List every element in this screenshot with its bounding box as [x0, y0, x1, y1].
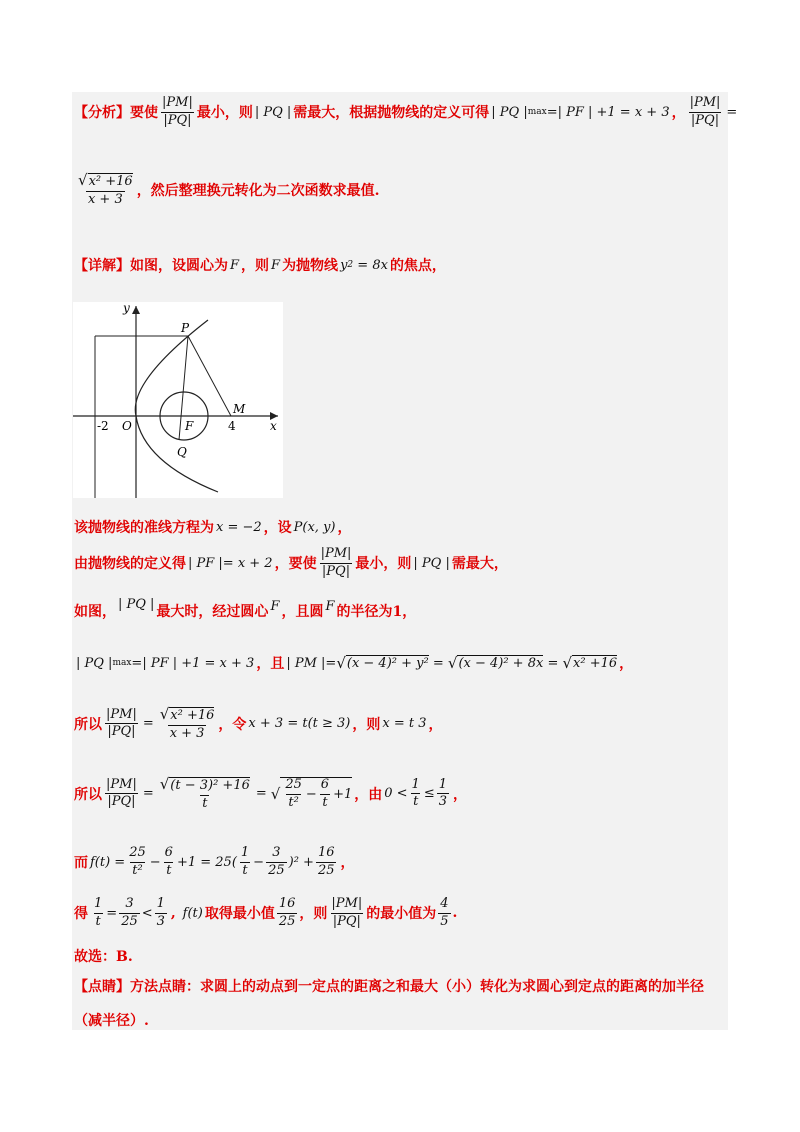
detail-line-7	[74, 776, 467, 812]
parabola-figure	[73, 302, 283, 498]
detail-text-l9c: ，则	[299, 906, 328, 923]
math-f-3: F	[270, 598, 280, 614]
detail-line-4	[74, 596, 417, 621]
math-inequality: 0 < $\frac{1}{t}$ ≤ $\frac{1}{3}$	[384, 776, 448, 810]
detail-text-l5b: ，	[619, 656, 634, 672]
detail-text-l4a: 如图，	[74, 604, 116, 620]
detail-text-l9e: .	[452, 905, 458, 922]
label-p: P	[181, 321, 190, 335]
detail-text-l6d: ，	[428, 716, 443, 733]
math-f-4: F	[325, 598, 335, 614]
math-pm-expansion: | PM |= √ (x − 4)² + y² = √ (x − 4)² + 8x = √ x² +16	[286, 654, 618, 672]
comment-tag: 【点睛】	[74, 979, 130, 995]
comment-text-1: 方法点睛：求圆上的动点到一定点的距离之和最大（小）转化为求圆心到定点的距离的加半径	[130, 979, 704, 995]
math-pf: | PF |= x + 2	[188, 555, 273, 571]
equals-sign-4: =	[255, 786, 267, 802]
detail-text-4: 的焦点，	[389, 258, 446, 274]
y-axis-arrow	[132, 306, 140, 314]
label-y: y	[123, 302, 130, 315]
segment-pm	[188, 336, 231, 416]
detail-text-l4c: ，且圆	[281, 604, 324, 620]
detail-text-l2a: 该抛物线的准线方程为	[74, 520, 214, 536]
analysis-text-1: 要使	[130, 105, 158, 122]
detail-text-l3d: 需最大，	[451, 556, 508, 573]
comment-text-2: （减半径）.	[74, 1013, 149, 1029]
detail-text-l7b: ，由	[354, 786, 383, 803]
equals-sign-3: =	[142, 786, 154, 802]
detail-text-3: 为抛物线	[282, 258, 339, 274]
equals-sign: =	[726, 104, 738, 120]
fraction-sqrt-over-x3: $\frac{\text{√x² +16}}{x + 3}$	[78, 171, 133, 207]
fraction-t-sqrt: $\frac{\text{√(t − 3)² +16}}{t}$	[159, 775, 250, 811]
math-pq: | PQ |	[254, 104, 292, 120]
detail-line-8	[74, 846, 354, 879]
detail-text-l7c: ，	[453, 786, 468, 803]
detail-text-1: 如图，设圆心为	[130, 258, 228, 274]
label-4: 4	[228, 419, 236, 433]
detail-text-l4d: 的半径为1，	[336, 604, 417, 620]
comment-line-2	[74, 1010, 149, 1030]
detail-text-l9b: 取得最小值	[204, 906, 275, 923]
math-f-2: F	[271, 257, 281, 273]
analysis-text-2: 最小，则	[196, 105, 253, 122]
detail-line-9: 得 $\frac{1}{t}$ = $\frac{3}{25}$ < $\frac{1}{3}$ , f(t) 取得最小值 $\frac{16}{25}$ ，则 $\frac{|PM|}{|PQ|}$ 的最小值为 $\frac{4}{5}$ .	[74, 896, 458, 929]
detail-text-l8b: ，	[340, 855, 355, 872]
detail-line-1	[74, 255, 446, 275]
equals-sign-2: =	[142, 716, 154, 732]
math-substitution: x + 3 = t(t ≥ 3)	[248, 716, 351, 732]
fraction-pm-pq-2: $\frac{|PM|}{|PQ|}$	[689, 95, 721, 128]
analysis-text-5: ，然后整理换元转化为二次函数求最值.	[136, 182, 380, 199]
answer-line	[74, 946, 133, 966]
detail-text-l4b: 最大时，经过圆心	[156, 604, 269, 620]
detail-text-l6c: ，则	[352, 716, 381, 733]
math-x-t: x = t 3	[382, 716, 427, 732]
math-parabola: y 2 = 8x	[340, 257, 388, 273]
math-result-t: $\frac{1}{t}$ = $\frac{3}{25}$ < $\frac{1}{3}$	[94, 896, 165, 929]
label-x: x	[270, 419, 277, 433]
math-pq-max-2: | PQ | max =| PF | +1 = x + 3	[76, 655, 255, 671]
detail-text-l9a: 得	[74, 906, 88, 923]
label-m: M	[233, 402, 246, 416]
detail-text-l2b: ，设	[263, 520, 292, 536]
label-neg2: -2	[97, 419, 109, 433]
answer-text: 故选：B.	[74, 949, 133, 965]
fraction-16-25: $\frac{16}{25}$	[278, 896, 296, 929]
detail-line-3	[74, 547, 508, 580]
detail-text-l6a: 所以	[74, 716, 102, 733]
detail-text-l3c: 最小，则	[355, 556, 412, 573]
math-ft-label: f(t)	[182, 905, 203, 921]
math-pq-max: | PQ | max =| PF | +1 = x + 3	[491, 104, 670, 120]
analysis-text-4: ，	[671, 105, 686, 122]
detail-text-l7a: 所以	[74, 786, 102, 803]
math-directrix: x = −2	[216, 519, 262, 535]
analysis-tag: 【分析】	[74, 105, 130, 122]
analysis-text-3: 需最大，根据抛物线的定义可得	[293, 105, 490, 122]
math-pq-3: | PQ |	[413, 555, 450, 571]
fraction-pm-pq-6: $\frac{|PM|}{|PQ|}$	[331, 896, 363, 929]
math-point-p: P(x, y)	[293, 519, 336, 535]
math-f: F	[230, 257, 240, 273]
label-f: F	[185, 419, 194, 433]
detail-text-2: ，则	[241, 258, 270, 274]
label-q: Q	[177, 445, 187, 459]
detail-text-l8a: 而	[74, 855, 88, 872]
math-pq-4: | PQ |	[118, 596, 155, 612]
detail-text-l3b: ，要使	[274, 556, 317, 573]
fraction-sqrt-over-x3-2: $\frac{\text{√x² +16}}{x + 3}$	[159, 705, 215, 741]
detail-text-l6b: ，令	[218, 716, 247, 733]
detail-text-l9d: 的最小值为	[366, 906, 437, 923]
fraction-pm-pq: $\frac{|PM|}{|PQ|}$	[162, 95, 193, 128]
label-o: O	[122, 419, 132, 433]
detail-text-l2c: ，	[337, 520, 352, 536]
detail-line-2	[74, 517, 352, 537]
detail-tag: 【详解】	[74, 258, 130, 274]
comment-line-1	[74, 976, 704, 996]
fraction-4-5: $\frac{4}{5}$	[440, 896, 449, 929]
detail-text-l3a: 由抛物线的定义得	[74, 556, 186, 573]
math-sqrt-expression: √ $\frac{25}{\text{t²}}$ − $\frac{6}{t}$ +1	[270, 777, 353, 810]
detail-line-6	[74, 706, 442, 742]
analysis-line-2	[74, 172, 380, 208]
fraction-pm-pq-4: $\frac{|PM|}{|PQ|}$	[106, 706, 137, 740]
analysis-line-1	[74, 96, 739, 129]
math-ft-expression: f(t) = $\frac{25}{\text{t²}}$ − $\frac{6}{t}$ +1 = 25( $\frac{1}{t}$ − $\frac{3}{25}$ )² + $\frac{16}{25}$	[90, 845, 335, 878]
detail-line-5	[74, 653, 633, 673]
fraction-pm-pq-3: $\frac{|PM|}{|PQ|}$	[320, 546, 352, 579]
detail-text-l5a: ，且	[256, 656, 285, 672]
fraction-pm-pq-5: $\frac{|PM|}{|PQ|}$	[106, 776, 137, 810]
